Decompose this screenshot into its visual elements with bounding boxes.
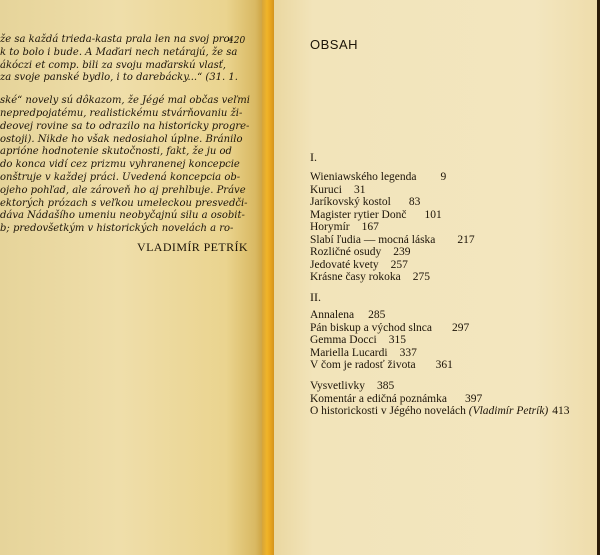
toc-entry-page: 315 bbox=[388, 334, 406, 346]
toc-entry bbox=[310, 359, 469, 372]
toc-entry bbox=[310, 221, 475, 234]
text-line: ské“ novely sú dôkazom, že Jégé mal občas veľmi bbox=[0, 95, 250, 107]
toc-entry-page: 101 bbox=[424, 208, 442, 221]
toc-section-1 bbox=[310, 171, 475, 284]
toc-entry bbox=[310, 259, 475, 272]
toc-section-2 bbox=[310, 309, 469, 372]
toc-entry bbox=[310, 209, 475, 222]
toc-entry-title: Annalena bbox=[310, 309, 355, 321]
toc-entry-title: Krásne časy rokoka bbox=[310, 271, 401, 283]
toc-entry bbox=[310, 393, 570, 406]
toc-section-3 bbox=[310, 380, 570, 418]
toc-entry bbox=[310, 246, 475, 259]
text-line: ákóczi et comp. bili za svoju maďarskú vlasť, bbox=[0, 59, 226, 71]
toc-entry bbox=[310, 184, 475, 197]
toc-entry-page: 257 bbox=[390, 258, 408, 271]
toc-entry-title: O historickosti v Jégého novelách bbox=[310, 405, 466, 417]
text-line: b; predovšetkým v historických novelách a ro- bbox=[0, 223, 234, 235]
toc-entry-page: 9 bbox=[440, 171, 447, 183]
toc-entry-title: Rozličné osudy bbox=[310, 246, 382, 258]
toc-entry bbox=[310, 271, 475, 284]
toc-entry-title: Pán biskup a východ slnca bbox=[310, 321, 433, 334]
toc-entry-title: Jaríkovský kostol bbox=[310, 196, 391, 208]
toc-entry-page: 239 bbox=[393, 246, 411, 258]
toc-entry bbox=[310, 380, 570, 393]
text-line: do konca vidí cez prizmu vyhranenej koncepcie bbox=[0, 159, 240, 171]
toc-entry-page: 285 bbox=[368, 309, 386, 321]
toc-entry-page: 167 bbox=[361, 221, 379, 233]
toc-entry-page: 397 bbox=[464, 392, 483, 405]
toc-entry bbox=[310, 309, 469, 322]
toc-entry-page: 31 bbox=[353, 183, 366, 196]
toc-entry-title: Gemma Docci bbox=[310, 334, 377, 346]
toc-entry bbox=[310, 234, 475, 247]
toc-entry bbox=[310, 196, 475, 209]
text-line: deovej rovine sa to odrazilo na historicky progre- bbox=[0, 120, 250, 132]
toc-entry bbox=[310, 171, 475, 184]
toc-entry-title: Vysvetlivky bbox=[310, 380, 365, 392]
text-line: dáva Nádašího umeniu neobyčajnú silu a osobit- bbox=[0, 210, 245, 222]
toc-entry-author: (Vladimír Petrík) bbox=[468, 405, 549, 417]
toc-entry-page: 275 bbox=[412, 271, 430, 283]
toc-entry-title: V čom je radosť života bbox=[310, 359, 416, 371]
toc-entry-page: 385 bbox=[376, 380, 395, 392]
toc-entry-title: Horymír bbox=[310, 221, 350, 233]
toc-entry-page: 337 bbox=[399, 346, 417, 359]
toc-entry-title: Komentár a edičná poznámka bbox=[310, 392, 447, 405]
toc-entry-page: 83 bbox=[408, 196, 421, 208]
section-label-2: II. bbox=[310, 290, 321, 304]
toc-entry-title: Wieniawského legenda bbox=[310, 171, 417, 183]
toc-entry-title: Kuruci bbox=[310, 183, 342, 196]
author-signature: VLADIMÍR PETRÍK bbox=[137, 240, 248, 254]
text-line: že sa každá trieda-kasta prala len na svoj pro- bbox=[0, 34, 233, 45]
text-line: ektorých prózach s veľkou umeleckou presvedči- bbox=[0, 197, 248, 209]
toc-entry bbox=[310, 322, 469, 335]
toc-entry-page: 297 bbox=[452, 321, 470, 334]
text-line: ostoji). Nikde ho však nedosiahol úplne. Bránilo bbox=[0, 133, 243, 145]
toc-entry-page: 361 bbox=[435, 359, 453, 371]
toc-entry-title: Jedovaté kvety bbox=[310, 258, 379, 271]
toc-entry bbox=[310, 405, 570, 418]
left-page-text bbox=[0, 34, 258, 236]
toc-entry-title: Magister rytier Donč bbox=[310, 208, 407, 221]
toc-entry-page: 413 bbox=[552, 405, 570, 417]
toc-heading: OBSAH bbox=[310, 37, 359, 52]
page-number: 420 bbox=[228, 36, 246, 46]
text-line: ojeho pohľad, ale zároveň ho aj prehlbuje. Práve bbox=[0, 184, 246, 196]
text-line: nepredpojatému, realistickému stvárňovaniu ži- bbox=[0, 107, 243, 119]
text-line: onštruje v každej práci. Uvedená koncepcia ob- bbox=[0, 171, 241, 183]
toc-entry-title: Mariella Lucardi bbox=[310, 346, 388, 359]
toc-entry bbox=[310, 347, 469, 360]
toc-entry-page: 217 bbox=[457, 233, 475, 246]
text-line: k to bolo i bude. A Maďari nech netárajú, že sa bbox=[0, 46, 238, 58]
text-line: za svoje panské bydlo, i to darebácky...“ (31. 1. bbox=[0, 72, 238, 84]
toc-entry bbox=[310, 334, 469, 347]
toc-entry-title: Slabí ľudia — mocná láska bbox=[310, 233, 436, 246]
text-line: aprióne hodnotenie skutočnosti, fakt, že ju od bbox=[0, 146, 232, 158]
section-label-1: I. bbox=[310, 150, 317, 164]
left-page bbox=[0, 0, 266, 555]
